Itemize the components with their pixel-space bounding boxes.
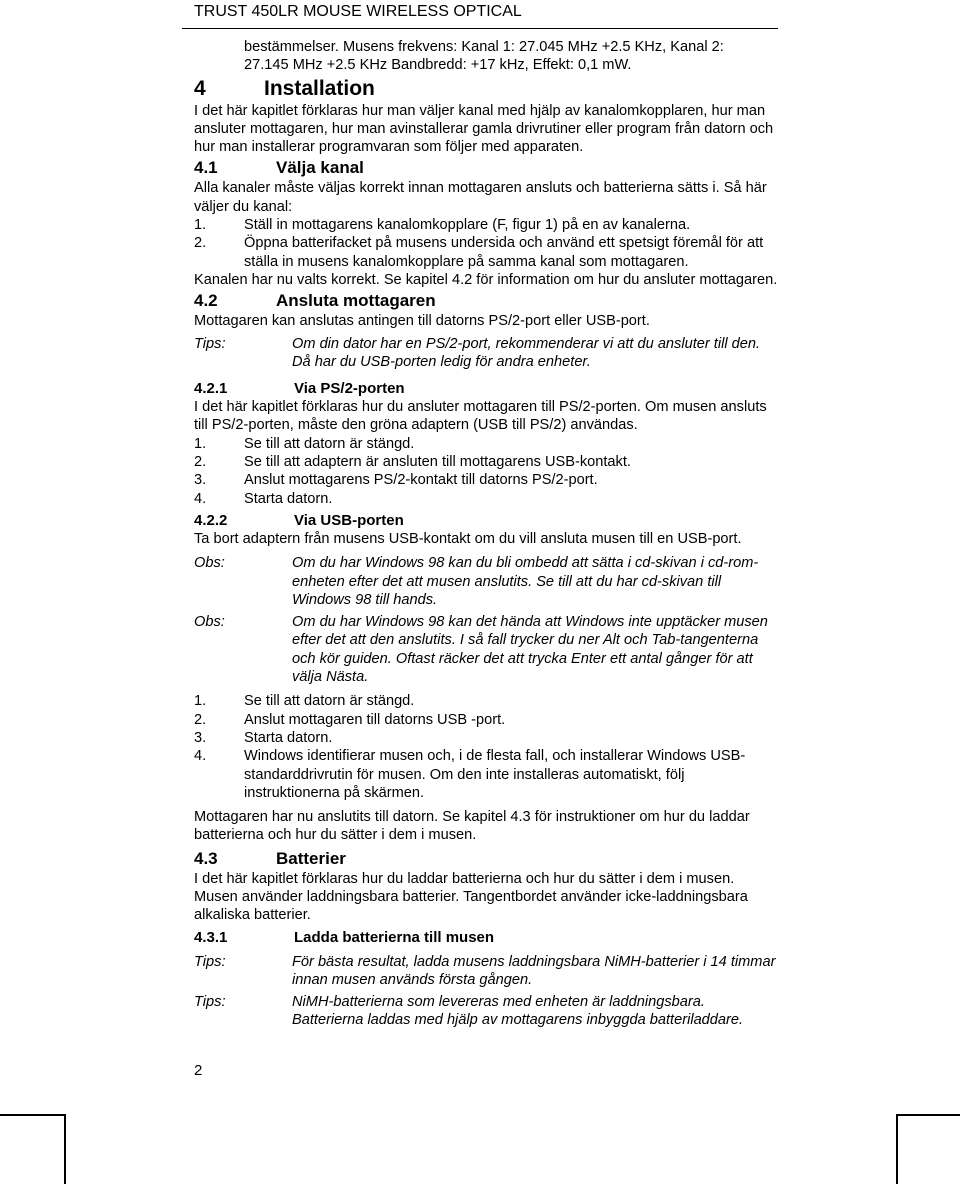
list-item [194,216,778,234]
list-number: 1. [194,217,207,234]
note-text: Om du har Windows 98 kan det hända att Windows inte upptäcker musen efter det att den anslutits. I så fall trycker du ner Alt och Tab-tangenterna och kör guiden. Oftast räcker det att trycka Enter ett antal gånger för att välja Nästa. [292,614,768,686]
list-item [194,471,778,489]
section-heading [194,379,778,398]
list-item [194,234,778,271]
note-label: Obs: [194,555,225,572]
list-number: 2. [194,235,207,252]
obs-note [194,613,778,686]
document-body [194,38,778,1030]
list-item [194,747,778,802]
list-item [194,490,778,508]
paragraph: I det här kapitlet förklaras hur man väljer kanal med hjälp av kanalomkopplaren, hur man ansluter mottagaren, hur man avinstallerar gamla drivrutiner eller program från datorn och hur man installerar programvaran som följer med apparaten. [194,102,774,156]
note-label: Obs: [194,614,225,631]
section-title: Installation [264,76,375,100]
list-number: 3. [194,729,207,746]
list-number: 1. [194,435,207,452]
list-item [194,711,778,729]
list-text: Se till att datorn är stängd. [244,693,415,710]
paragraph: Alla kanaler måste väljas korrekt innan mottagaren ansluts och batterierna sätts i. Så här väljer du kanal: [194,180,767,215]
note-text: För bästa resultat, ladda musens laddningsbara NiMH-batterier i 14 timmar innan musen används första gången. [292,953,776,988]
header-title: TRUST 450LR MOUSE WIRELESS OPTICAL [194,3,522,20]
crop-mark [896,1114,960,1116]
intro-line: 27.145 MHz +2.5 KHz Bandbredd: +17 kHz, Effekt: 0,1 mW. [244,57,632,74]
list-text: Ställ in mottagarens kanalomkopplare (F, figur 1) på en av kanalerna. [244,217,691,234]
section-heading [194,928,778,947]
tip-note [194,335,778,372]
crop-mark [896,1114,898,1184]
section-number: 4.2 [194,291,218,311]
section-heading [194,76,778,102]
section-number: 4 [194,76,206,100]
note-label: Tips: [194,994,226,1011]
note-text: Om din dator har en PS/2-port, rekommenderar vi att du ansluter till den. Då har du USB-porten ledig för andra enheter. [292,335,761,370]
page-header [182,0,778,29]
list-number: 2. [194,711,207,728]
list-item [194,692,778,710]
list-number: 3. [194,472,207,489]
note-label: Tips: [194,953,226,970]
list-text: Starta datorn. [244,729,333,746]
section-title: Batterier [276,848,346,868]
section-heading [194,157,778,179]
crop-mark [0,1114,64,1116]
paragraph: Mottagaren kan anslutas antingen till datorns PS/2-port eller USB-port. [194,313,650,330]
list-number: 4. [194,490,207,507]
paragraph: Kanalen har nu valts korrekt. Se kapitel 4.2 för information om hur du ansluter mottagaren. [194,271,778,288]
list-text: Se till att datorn är stängd. [244,435,415,452]
note-text: Om du har Windows 98 kan du bli ombedd att sätta i cd-skivan i cd-rom-enheten efter det att musen anslutits. Se till att du har cd-skivan till Windows 98 till hands. [292,555,759,608]
section-heading [194,848,778,870]
section-number: 4.3 [194,848,218,868]
section-title: Ansluta mottagaren [276,291,436,311]
list-number: 4. [194,748,207,765]
section-heading [194,290,778,312]
list-item [194,729,778,747]
list-item [194,453,778,471]
obs-note [194,554,778,609]
section-number: 4.2.2 [194,511,228,529]
section-heading [194,511,778,530]
note-text: NiMH-batterierna som levereras med enheten är laddningsbara. Batterierna laddas med hjälp av mottagarens inbyggda batteriladdare. [292,994,744,1029]
section-number: 4.3.1 [194,928,228,946]
section-number: 4.1 [194,158,218,178]
list-text: Windows identifierar musen och, i de flesta fall, och installerar Windows USB-standarddrivrutin för musen. Om den inte installeras automatiskt, följ instruktionerna på skärmen. [244,748,746,801]
paragraph: I det här kapitlet förklaras hur du ansluter mottagaren till PS/2-porten. Om musen ansluts till PS/2-porten, måste den gröna adaptern (USB till PS/2) användas. [194,399,767,434]
page-number: 2 [194,1062,203,1079]
paragraph: Mottagaren har nu anslutits till datorn. Se kapitel 4.3 för instruktioner om hur du laddar batterierna och hur du sätter i dem i musen. [194,809,750,844]
list-text: Se till att adaptern är ansluten till mottagarens USB-kontakt. [244,454,631,471]
section-title: Via USB-porten [294,511,404,529]
paragraph: I det här kapitlet förklaras hur du laddar batterierna och hur du sätter i dem i musen. Musen använder laddningsbara batterier. Tangentbordet använder icke-laddningsbara alkaliska batterier. [194,870,748,924]
list-number: 2. [194,454,207,471]
note-label: Tips: [194,335,226,352]
list-number: 1. [194,693,207,710]
list-text: Anslut mottagarens PS/2-kontakt till datorns PS/2-port. [244,472,598,489]
list-text: Starta datorn. [244,490,333,507]
section-number: 4.2.1 [194,380,228,398]
list-item [194,435,778,453]
section-title: Välja kanal [276,158,364,178]
paragraph: Ta bort adaptern från musens USB-kontakt om du vill ansluta musen till en USB-port. [194,530,742,547]
list-text: Öppna batterifacket på musens undersida och använd ett spetsigt föremål för att ställa in musens kanalomkopplare på samma kanal som mottagaren. [244,235,764,270]
crop-mark [64,1114,66,1184]
tip-note [194,953,778,990]
list-text: Anslut mottagaren till datorns USB -port. [244,711,506,728]
intro-line: bestämmelser. Musens frekvens: Kanal 1: 27.045 MHz +2.5 KHz, Kanal 2: [244,39,724,55]
tip-note [194,993,778,1030]
section-title: Via PS/2-porten [294,380,405,398]
section-title: Ladda batterierna till musen [294,928,495,946]
